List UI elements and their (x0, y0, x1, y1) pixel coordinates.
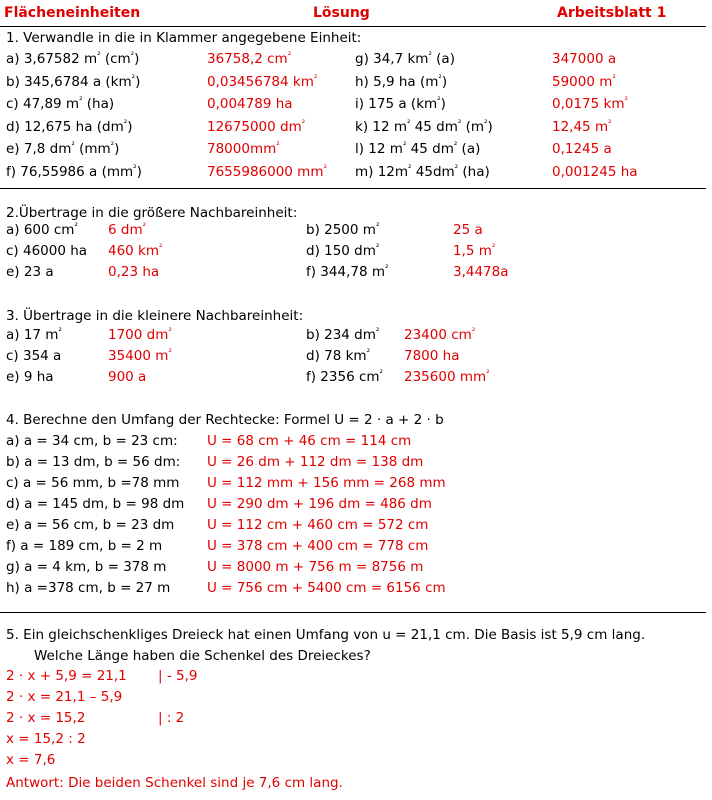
solution-label: Lösung (313, 5, 370, 21)
exercise-answer: 7800 ha (404, 348, 460, 364)
equation-operation: | : 2 (158, 710, 185, 726)
exercise-answer: 36758,2 $cm^{^2}$ (207, 51, 292, 67)
exercise-question: k) 12 $m^{^2}$ 45 $dm^{^2}$ $(m^{^2})$ (355, 118, 493, 135)
perimeter-answer: U = 68 cm + 46 cm = 114 cm (207, 433, 412, 449)
exercise-answer: 0,004789 ha (207, 96, 293, 112)
exercise-answer: 12675000 $dm^{^2}$ (207, 118, 306, 135)
exercise-question: l) 12 $m^{^2}$ 45 $dm^{^2}$ (a) (355, 141, 481, 157)
exercise-question: d) 78 $km^{^2}$ (306, 348, 370, 364)
rectangle-question: h) a =378 cm, b = 27 m (6, 580, 171, 596)
exercise-question: a) 3,67582 $m^{^2}$ $(cm^{^2})$ (6, 51, 140, 67)
section-5-answer: Antwort: Die beiden Schenkel sind je 7,6 cm lang. (6, 775, 343, 791)
rectangle-question: b) a = 13 dm, b = 56 dm: (6, 454, 181, 470)
equation-step: 2 · x = 21,1 – 5,9 (6, 689, 123, 705)
rectangle-question: g) a = 4 km, b = 378 m (6, 559, 167, 575)
exercise-question: f) 76,55986 a $(mm^{^2})$ (6, 163, 142, 180)
exercise-answer: 7655986000 $mm^{^2}$ (207, 163, 327, 180)
exercise-question: d) 150 $dm^{^2}$ (306, 243, 380, 259)
exercise-question: g) 34,7 $km^{^2}$ (a) (355, 51, 455, 67)
equation-operation: | - 5,9 (158, 668, 198, 684)
exercise-question: a) 600 $cm^{^2}$ (6, 222, 78, 238)
exercise-question: i) 175 a $(km^{^2})$ (355, 96, 446, 112)
worksheet-number: Arbeitsblatt 1 (557, 5, 667, 21)
exercise-question: f) 344,78 $m^{^2}$ (306, 264, 389, 280)
exercise-answer: 460 $km^{^2}$ (108, 243, 163, 259)
exercise-answer: $78000mm^{^2}$ (207, 141, 280, 157)
exercise-question: h) 5,9 ha $(m^{^2})$ (355, 73, 448, 90)
exercise-question: m) $12m^{^2}$ $45dm^{^2}$ (ha) (355, 163, 490, 180)
section-5-task: 5. Ein gleichschenkliges Dreieck hat einen Umfang von u = 21,1 cm. Die Basis ist 5,9 cm lang. (6, 627, 646, 643)
exercise-question: c) 47,89 $m^{^2}$ (ha) (6, 96, 115, 112)
header-bar (0, 0, 706, 27)
exercise-answer: 1,5 $m^{^2}$ (453, 243, 496, 259)
exercise-question: b) 2500 $m^{^2}$ (306, 222, 380, 238)
exercise-answer: 0,03456784 $km^{^2}$ (207, 73, 318, 90)
equation-step: x = 15,2 : 2 (6, 731, 86, 747)
divider-1 (0, 188, 706, 189)
rectangle-question: e) a = 56 cm, b = 23 dm (6, 517, 175, 533)
exercise-question: f) 2356 $cm^{^2}$ (306, 369, 383, 385)
equation-step: 2 · x + 5,9 = 21,1 (6, 668, 127, 684)
rectangle-question: d) a = 145 dm, b = 98 dm (6, 496, 185, 512)
perimeter-answer: U = 26 dm + 112 dm = 138 dm (207, 454, 424, 470)
exercise-answer: 12,45 $m^{^2}$ (552, 118, 612, 135)
exercise-question: a) 17 $m^{^2}$ (6, 327, 62, 343)
exercise-answer: 0,001245 ha (552, 163, 638, 180)
section-1-title: 1. Verwandle in die in Klammer angegebene Einheit: (6, 30, 362, 46)
worksheet-title: Flächeneinheiten (4, 5, 141, 21)
exercise-answer: 35400 $m^{^2}$ (108, 348, 172, 364)
exercise-question: e) 9 ha (6, 369, 54, 385)
exercise-answer: 23400 $cm^{^2}$ (404, 327, 476, 343)
exercise-answer: 6 $dm^{^2}$ (108, 222, 147, 238)
exercise-question: b) 345,6784 a $(km^{^2})$ (6, 73, 141, 90)
section-5-question: Welche Länge haben die Schenkel des Dreieckes? (34, 648, 371, 664)
perimeter-answer: U = 290 dm + 196 dm = 486 dm (207, 496, 432, 512)
section-2-title: 2.Übertrage in die größere Nachbareinheit: (6, 205, 298, 221)
equation-step: x = 7,6 (6, 752, 56, 768)
exercise-question: d) 12,675 ha $(dm^{^2})$ (6, 118, 133, 135)
section-3-title: 3. Übertrage in die kleinere Nachbareinheit: (6, 308, 304, 324)
perimeter-answer: U = 8000 m + 756 m = 8756 m (207, 559, 424, 575)
perimeter-answer: U = 112 mm + 156 mm = 268 mm (207, 475, 446, 491)
exercise-answer: 1700 $dm^{^2}$ (108, 327, 172, 343)
exercise-question: b) 234 $dm^{^2}$ (306, 327, 380, 343)
rectangle-question: f) a = 189 cm, b = 2 m (6, 538, 163, 554)
exercise-question: e) 23 a (6, 264, 54, 280)
exercise-answer: 3,4478a (453, 264, 509, 280)
exercise-answer: 25 a (453, 222, 483, 238)
exercise-question: e) 7,8 $dm^{^2}$ $(mm^{^2})$ (6, 141, 120, 157)
exercise-question: c) 46000 ha (6, 243, 88, 259)
exercise-answer: 235600 $mm^{^2}$ (404, 369, 490, 385)
exercise-answer: 347000 a (552, 51, 617, 67)
divider-2 (0, 612, 706, 613)
perimeter-answer: U = 756 cm + 5400 cm = 6156 cm (207, 580, 446, 596)
section-4-title: 4. Berechne den Umfang der Rechtecke: Formel U = 2 · a + 2 · b (6, 412, 444, 428)
exercise-question: c) 354 a (6, 348, 62, 364)
exercise-answer: 59000 $m^{^2}$ (552, 73, 616, 90)
exercise-answer: 0,1245 a (552, 141, 612, 157)
rectangle-question: c) a = 56 mm, b =78 mm (6, 475, 180, 491)
perimeter-answer: U = 378 cm + 400 cm = 778 cm (207, 538, 429, 554)
exercise-answer: 0,23 ha (108, 264, 160, 280)
rectangle-question: a) a = 34 cm, b = 23 cm: (6, 433, 178, 449)
exercise-answer: 0,0175 $km^{^2}$ (552, 96, 628, 112)
equation-step: 2 · x = 15,2 (6, 710, 86, 726)
exercise-answer: 900 a (108, 369, 147, 385)
perimeter-answer: U = 112 cm + 460 cm = 572 cm (207, 517, 429, 533)
